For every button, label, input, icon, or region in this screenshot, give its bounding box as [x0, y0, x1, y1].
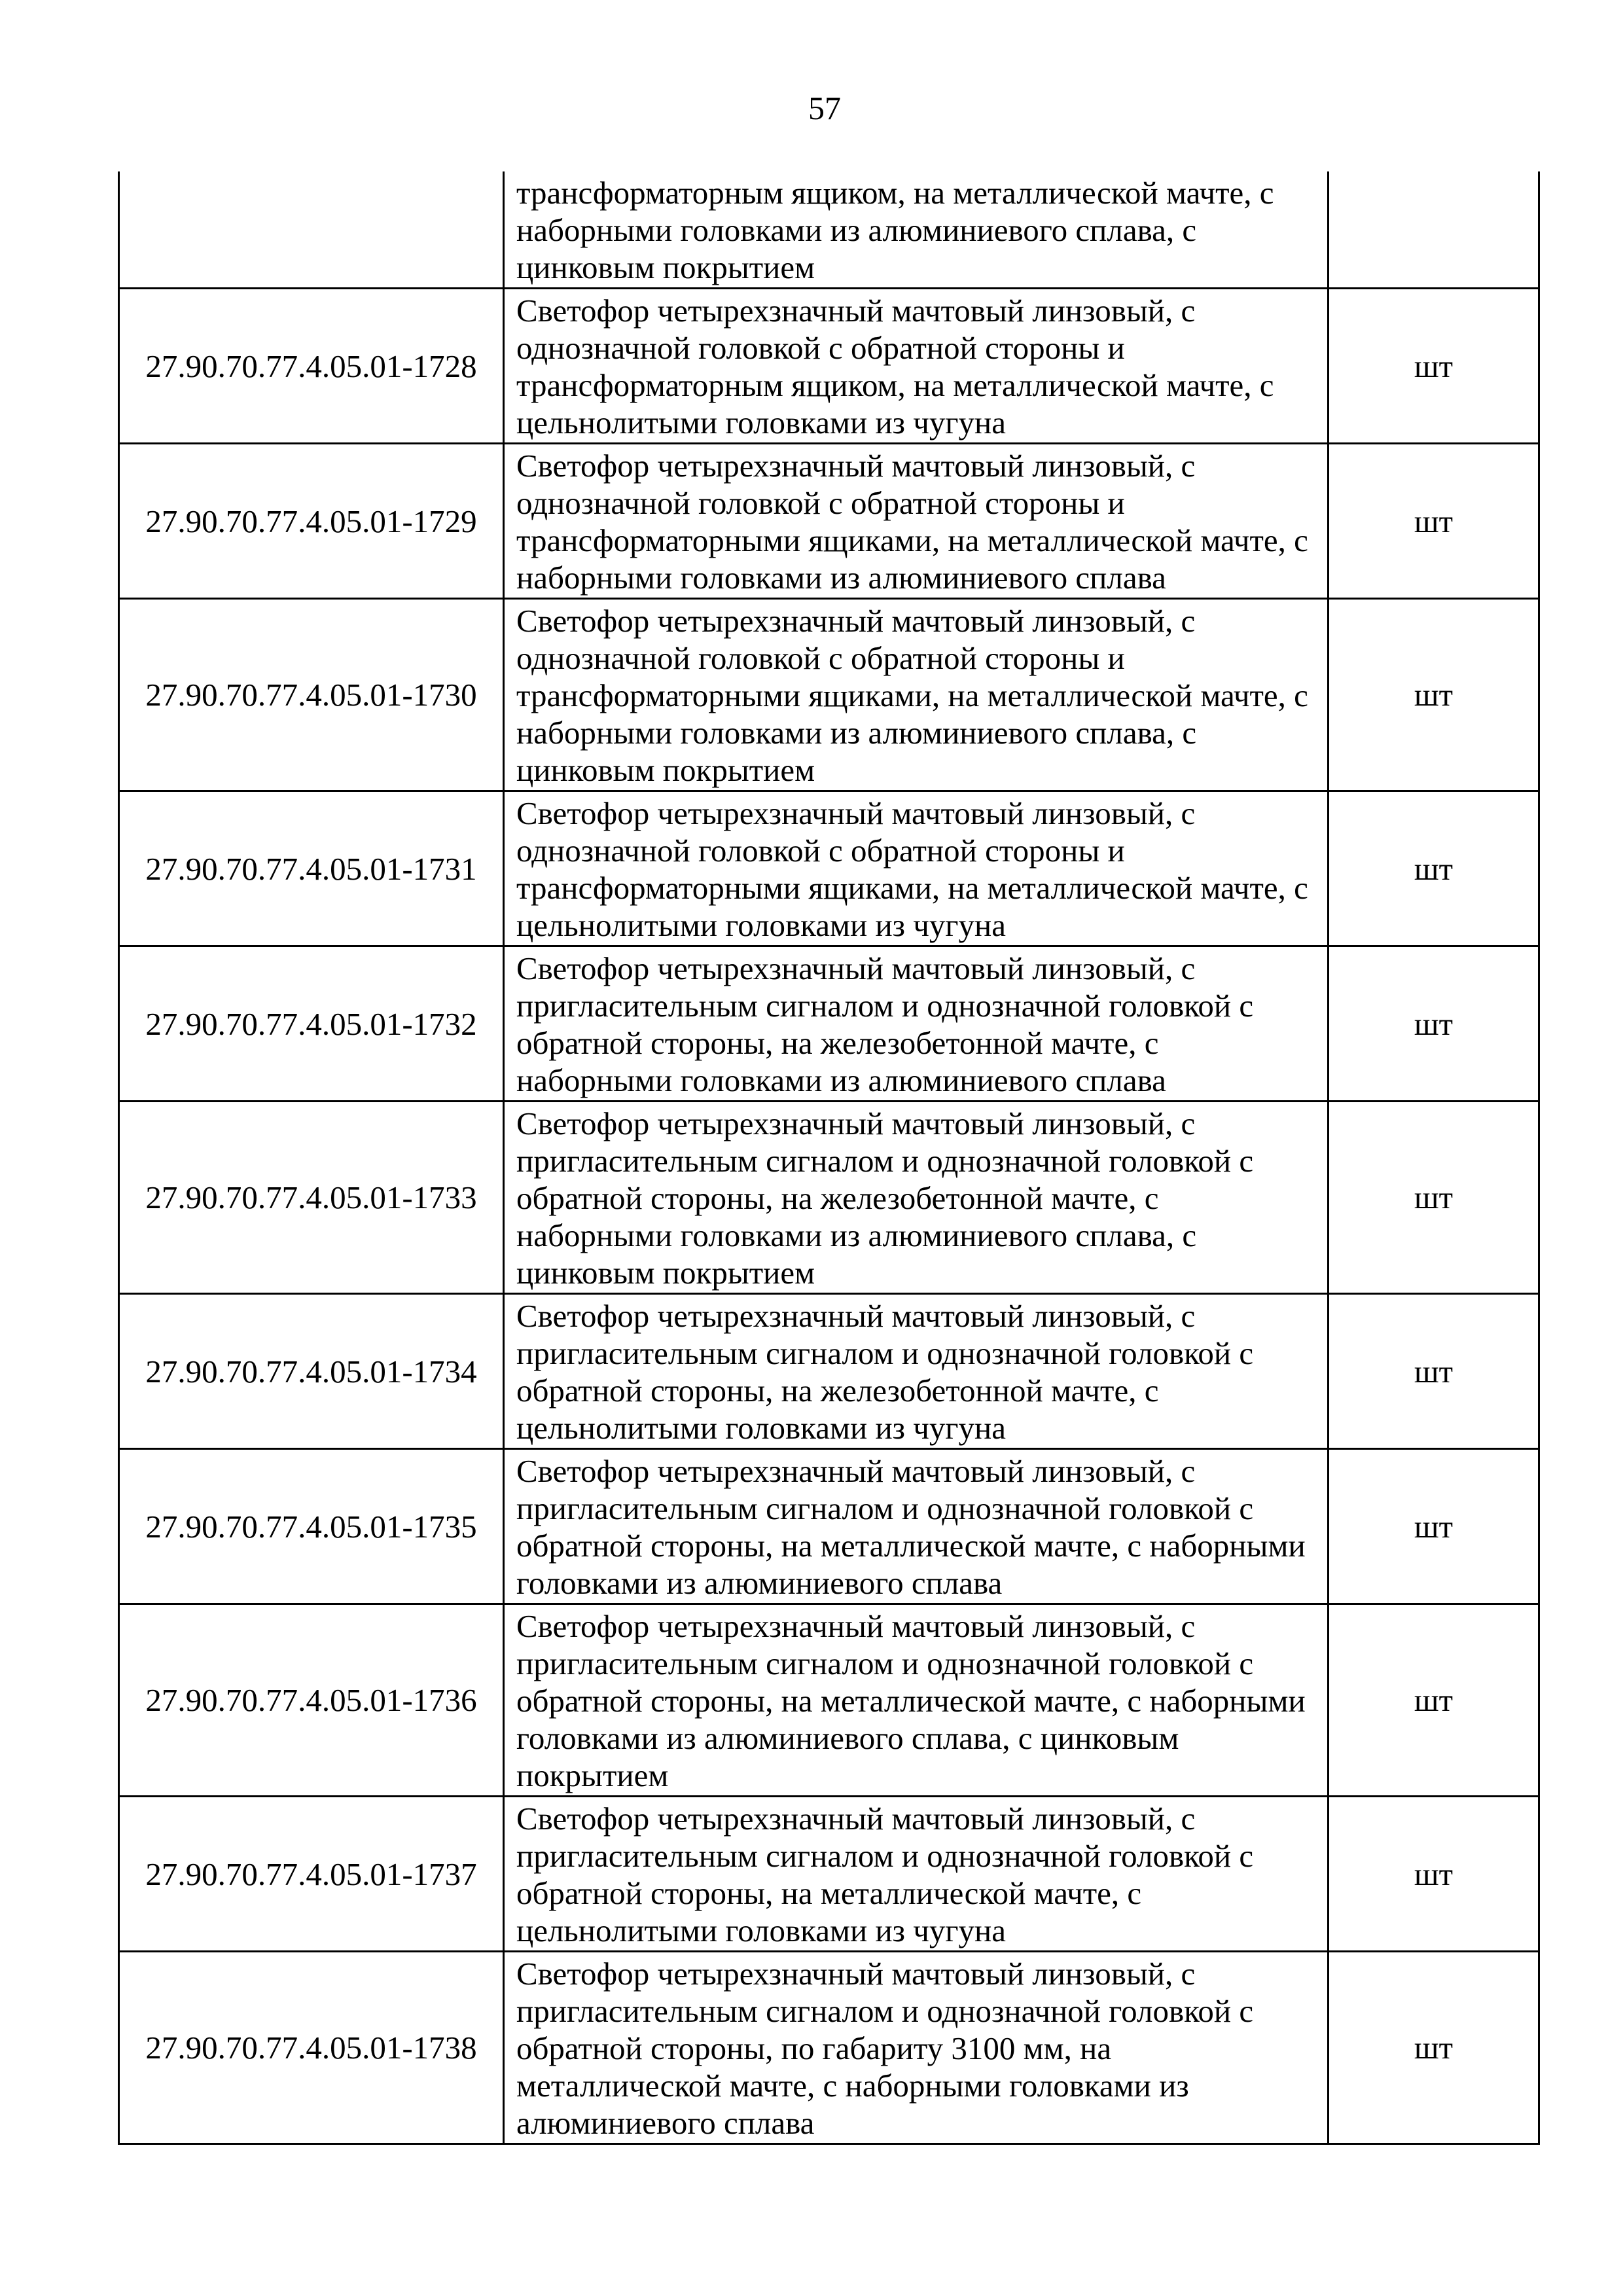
item-description: трансформаторным ящиком, на металлической мачте, с наборными головками из алюминиевого сплава, с цинковым покрытием [504, 171, 1329, 289]
table-row [119, 1294, 1539, 1449]
item-description: Светофор четырехзначный мачтовый линзовый, с однозначной головкой с обратной стороны и трансформаторными ящиками, на металлической мачте, с наборными головками из алюминиевого сплава, с цинковым покрытием [504, 599, 1329, 791]
item-unit: шт [1329, 1604, 1539, 1797]
item-unit: шт [1329, 444, 1539, 599]
item-description: Светофор четырехзначный мачтовый линзовый, с пригласительным сигналом и однозначной головкой с обратной стороны, на металлической мачте, с цельнолитыми головками из чугуна [504, 1797, 1329, 1952]
item-description: Светофор четырехзначный мачтовый линзовый, с пригласительным сигналом и однозначной головкой с обратной стороны, на железобетонной мачте, с наборными головками из алюминиевого сплава [504, 946, 1329, 1102]
item-code: 27.90.70.77.4.05.01-1735 [119, 1449, 504, 1604]
table-row [119, 289, 1539, 444]
item-description: Светофор четырехзначный мачтовый линзовый, с пригласительным сигналом и однозначной головкой с обратной стороны, на металлической мачте, с наборными головками из алюминиевого сплава, с цинковым покрытием [504, 1604, 1329, 1797]
item-unit: шт [1329, 1797, 1539, 1952]
table-row [119, 946, 1539, 1102]
table-row [119, 1449, 1539, 1604]
item-description: Светофор четырехзначный мачтовый линзовый, с пригласительным сигналом и однозначной головкой с обратной стороны, на железобетонной мачте, с наборными головками из алюминиевого сплава, с цинковым покрытием [504, 1102, 1329, 1294]
item-code: 27.90.70.77.4.05.01-1732 [119, 946, 504, 1102]
page-number: 57 [808, 90, 841, 126]
table-row [119, 171, 1539, 289]
item-code: 27.90.70.77.4.05.01-1729 [119, 444, 504, 599]
item-unit: шт [1329, 599, 1539, 791]
item-unit: шт [1329, 946, 1539, 1102]
item-code: 27.90.70.77.4.05.01-1736 [119, 1604, 504, 1797]
catalog-table [118, 171, 1540, 2145]
item-description: Светофор четырехзначный мачтовый линзовый, с однозначной головкой с обратной стороны и трансформаторными ящиками, на металлической мачте, с наборными головками из алюминиевого сплава [504, 444, 1329, 599]
item-unit: шт [1329, 1294, 1539, 1449]
item-code [119, 171, 504, 289]
table-row [119, 791, 1539, 946]
table-row [119, 599, 1539, 791]
table-row [119, 1952, 1539, 2144]
item-description: Светофор четырехзначный мачтовый линзовый, с однозначной головкой с обратной стороны и трансформаторным ящиком, на металлической мачте, с цельнолитыми головками из чугуна [504, 289, 1329, 444]
item-unit: шт [1329, 791, 1539, 946]
item-unit: шт [1329, 1102, 1539, 1294]
item-code: 27.90.70.77.4.05.01-1737 [119, 1797, 504, 1952]
item-code: 27.90.70.77.4.05.01-1734 [119, 1294, 504, 1449]
item-description: Светофор четырехзначный мачтовый линзовый, с однозначной головкой с обратной стороны и трансформаторными ящиками, на металлической мачте, с цельнолитыми головками из чугуна [504, 791, 1329, 946]
item-unit: шт [1329, 1952, 1539, 2144]
table-row [119, 1797, 1539, 1952]
item-description: Светофор четырехзначный мачтовый линзовый, с пригласительным сигналом и однозначной головкой с обратной стороны, на железобетонной мачте, с цельнолитыми головками из чугуна [504, 1294, 1329, 1449]
table-row [119, 1102, 1539, 1294]
item-unit: шт [1329, 289, 1539, 444]
item-unit: шт [1329, 1449, 1539, 1604]
table-row [119, 1604, 1539, 1797]
table-row [119, 444, 1539, 599]
item-description: Светофор четырехзначный мачтовый линзовый, с пригласительным сигналом и однозначной головкой с обратной стороны, на металлической мачте, с наборными головками из алюминиевого сплава [504, 1449, 1329, 1604]
item-unit [1329, 171, 1539, 289]
item-code: 27.90.70.77.4.05.01-1730 [119, 599, 504, 791]
item-description: Светофор четырехзначный мачтовый линзовый, с пригласительным сигналом и однозначной головкой с обратной стороны, по габариту 3100 мм, на металлической мачте, с наборными головками из алюминиевого сплава [504, 1952, 1329, 2144]
item-code: 27.90.70.77.4.05.01-1728 [119, 289, 504, 444]
item-code: 27.90.70.77.4.05.01-1733 [119, 1102, 504, 1294]
item-code: 27.90.70.77.4.05.01-1731 [119, 791, 504, 946]
item-code: 27.90.70.77.4.05.01-1738 [119, 1952, 504, 2144]
